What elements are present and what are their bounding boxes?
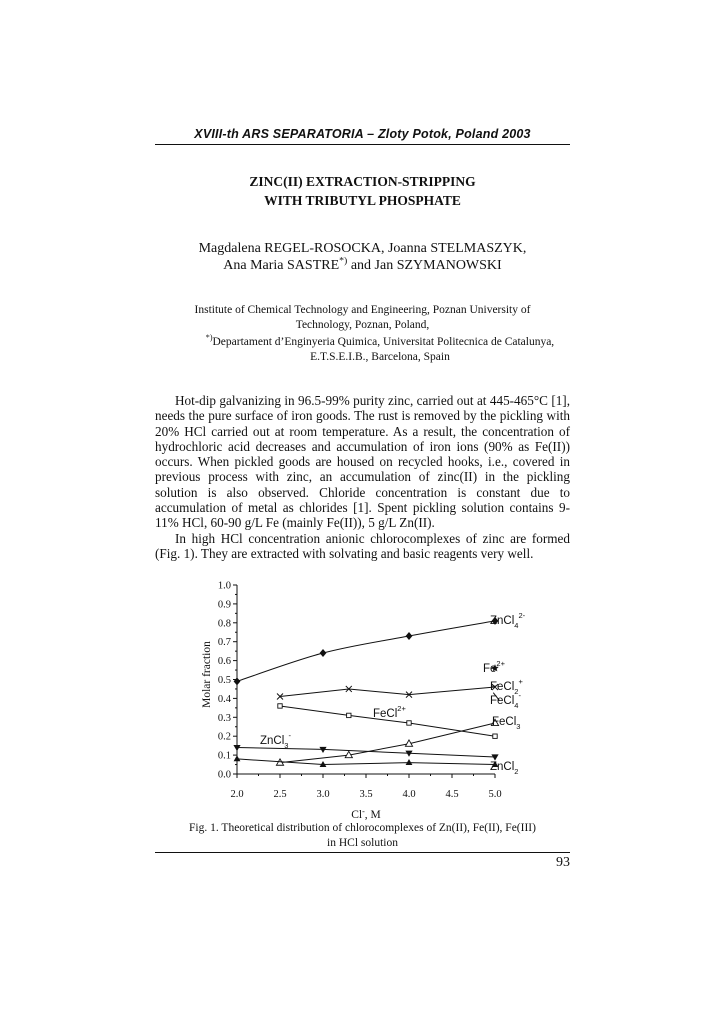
series-label-sub: 3 — [284, 741, 289, 750]
series-label-fecl2plus-ion — [373, 704, 406, 720]
header-rule — [155, 144, 570, 145]
point-fecl2plus-ion — [347, 713, 351, 717]
caption-line-2: in HCl solution — [327, 837, 398, 849]
series-label-sup: 2+ — [496, 659, 505, 668]
y-tick-label: 0.6 — [217, 656, 231, 668]
footer-rule — [155, 852, 570, 853]
series-label-zncl3 — [260, 731, 291, 750]
figure-1-chart — [190, 578, 550, 820]
x-tick-label: 4.5 — [445, 789, 459, 800]
series-label-text: ZnCl — [260, 735, 285, 747]
series-label-zncl4 — [490, 611, 526, 630]
series-label-text: FeCl — [490, 695, 515, 707]
x-tick-label: 4.0 — [402, 789, 416, 800]
series-label-sup: 2+ — [397, 704, 406, 713]
y-tick-label: 0.9 — [217, 599, 231, 611]
series-label-sub: 2 — [514, 687, 519, 696]
author-szymanowski: and Jan SZYMANOWSKI — [347, 258, 502, 273]
point-zncl4 — [234, 677, 241, 685]
affiliation-2 — [185, 335, 575, 365]
point-zncl3 — [491, 754, 498, 760]
title-line-2: WITH TRIBUTYL PHOSPHATE — [264, 193, 461, 208]
figure-caption — [155, 821, 570, 851]
authors-line-1: Magdalena REGEL-ROSOCKA, Joanna STELMASZYK, — [198, 241, 527, 256]
series-label-text: Fe — [483, 663, 497, 675]
point-zncl4 — [406, 632, 413, 640]
y-tick-label: 0.7 — [217, 637, 231, 649]
caption-line-1: Fig. 1. Theoretical distribution of chlorocomplexes of Zn(II), Fe(II), Fe(III) — [189, 822, 536, 834]
series-line-fecl2plus — [280, 687, 495, 696]
series-label-text: ZnCl — [490, 615, 515, 627]
y-tick-label: 0.4 — [217, 693, 231, 705]
affiliation-2-mark: *) — [205, 333, 213, 343]
x-tick-label: 3.5 — [359, 789, 373, 800]
y-tick-label: 0.5 — [217, 675, 231, 686]
point-fecl2plus-ion — [278, 704, 282, 708]
series-label-sup: - — [288, 731, 291, 740]
paragraph-2: In high HCl concentration anionic chlorocomplexes of zinc are formed (Fig. 1). They are extracted with solvating and basic reagents very well. — [155, 530, 570, 561]
series-label-sup: 2- — [518, 611, 526, 620]
running-header: XVIII-th ARS SEPARATORIA – Zloty Potok, Poland 2003 — [194, 127, 531, 141]
x-tick-label: 3.0 — [316, 789, 330, 800]
series-label-sub: 2 — [514, 767, 519, 776]
authors-line-2 — [155, 257, 570, 274]
affiliation-2-line-1 — [185, 335, 575, 350]
y-axis-title: Molar fraction — [201, 641, 213, 708]
y-tick-label: 0.8 — [217, 618, 231, 630]
authors — [155, 240, 570, 274]
series-label-text: FeCl — [490, 681, 515, 693]
series-label-text: ZnCl — [490, 761, 515, 773]
series-line-zncl2 — [237, 759, 495, 765]
point-fecl2plus-ion — [493, 734, 497, 738]
body-text — [155, 393, 570, 561]
paper-title — [155, 172, 570, 210]
series-label-sup: + — [518, 677, 523, 686]
y-tick-label: 0.0 — [217, 769, 231, 781]
author-affiliation-mark: *) — [339, 255, 348, 267]
author-sastre: Ana Maria SASTRE — [223, 258, 340, 273]
affiliation-1-line-2: Technology, Poznan, Poland, — [295, 319, 430, 331]
series-label-sub: 4 — [514, 701, 519, 710]
x-axis-title-unit: , M — [364, 809, 381, 820]
y-tick-label: 0.2 — [217, 731, 231, 743]
point-zncl2 — [406, 759, 413, 765]
series-line-fecl3 — [280, 723, 495, 763]
paragraph-1: Hot-dip galvanizing in 96.5-99% purity zinc, carried out at 445-465°C [1], needs the pure surface of iron goods. The rust is removed by the pickling with 20% HCl carried out at room temperature. As a result, the concentration of hydrochloric acid decreases and accumulation of iron ions (90% as Fe(II)) occurs. When pickled goods are housed on recycled hooks, i.e., covered in previous process with zinc, an accumulation of zinc(II) in the pickling solution is also observed. Chloride concentration is constant due to accumulation of metal as chlorides [1]. Spent pickling solution contains 9-11% HCl, 60-90 g/L Fe (mainly Fe(II)), 5 g/L Zn(II). — [155, 393, 570, 531]
x-axis-title-main: Cl — [351, 809, 363, 820]
series-label-sub: 3 — [516, 722, 521, 731]
y-tick-label: 1.0 — [217, 580, 231, 592]
series-label-fecl3 — [492, 716, 520, 731]
title-line-1: ZINC(II) EXTRACTION-STRIPPING — [249, 174, 476, 189]
y-tick-label: 0.3 — [217, 712, 231, 724]
affiliation-2-text-1: Departament d’Enginyeria Quimica, Universitat Politecnica de Catalunya, — [212, 336, 555, 348]
x-tick-label: 2.5 — [273, 789, 287, 800]
series-label-text: FeCl — [373, 708, 398, 720]
x-tick-label: 2.0 — [230, 789, 244, 800]
series-label-sub: 4 — [514, 621, 519, 630]
affiliation-1 — [170, 303, 555, 333]
point-zncl4 — [320, 649, 327, 657]
x-axis-title — [351, 807, 381, 820]
series-label-text: FeCl — [492, 716, 517, 728]
page-number: 93 — [556, 855, 570, 870]
x-tick-label: 5.0 — [488, 789, 502, 800]
affiliation-1-line-1: Institute of Chemical Technology and Engineering, Poznan University of — [194, 304, 531, 316]
affiliation-2-line-2: E.T.S.E.I.B., Barcelona, Spain — [310, 351, 450, 363]
series-line-zncl4 — [237, 621, 495, 681]
y-tick-label: 0.1 — [217, 750, 231, 762]
series-label-sup: - — [518, 691, 521, 700]
x-axis-title-sup: - — [362, 807, 365, 816]
point-fecl2plus-ion — [407, 721, 411, 725]
point-zncl2 — [234, 755, 241, 761]
series-label-fe2plus — [483, 659, 506, 675]
